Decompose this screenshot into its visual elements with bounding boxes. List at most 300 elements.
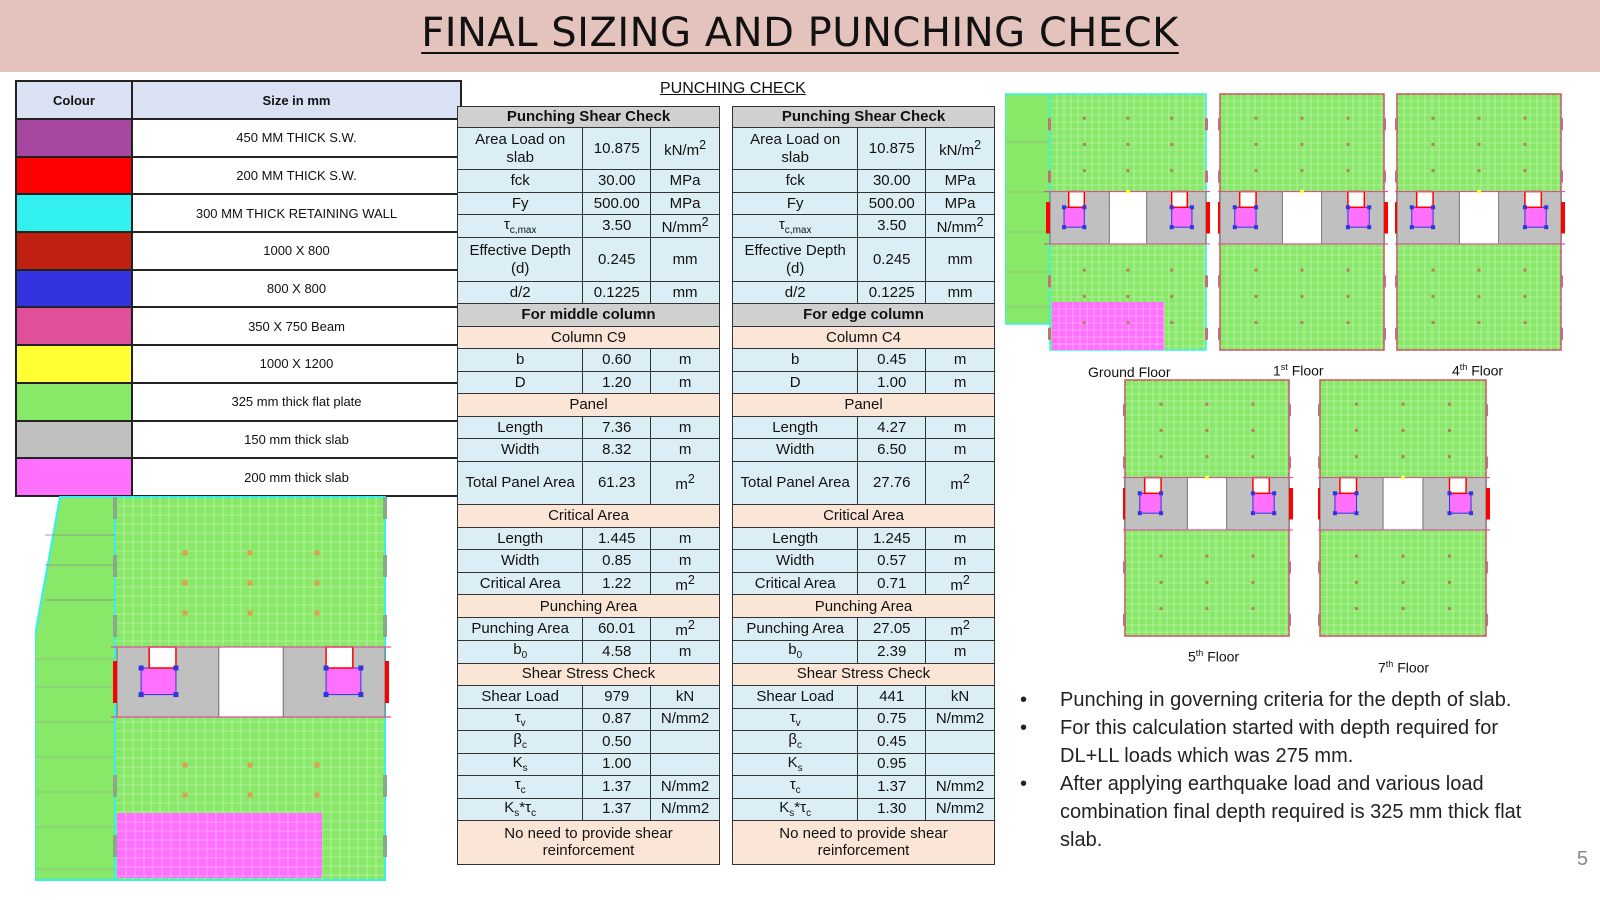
wall-stub <box>383 615 387 637</box>
core-opening <box>1383 478 1423 530</box>
column-dot <box>1448 581 1451 584</box>
row-value: 0.50 <box>583 730 651 753</box>
table-row <box>733 128 995 170</box>
column-dot <box>1448 429 1451 432</box>
table-row <box>458 372 720 394</box>
column-dot <box>1523 169 1526 172</box>
page-title: FINAL SIZING AND PUNCHING CHECK <box>421 10 1179 56</box>
core-pink-slab <box>1412 207 1433 227</box>
column-dot <box>315 551 320 556</box>
column-marker <box>1431 205 1435 209</box>
row-value: 8.32 <box>583 439 651 462</box>
wall-stub <box>113 615 117 637</box>
wall-stub <box>1395 171 1398 183</box>
column-dot <box>1523 143 1526 146</box>
column-dot <box>1301 143 1304 146</box>
column-dot <box>1355 429 1358 432</box>
shear-wall <box>1395 202 1397 233</box>
column-dot <box>183 793 188 798</box>
wall-stub <box>1560 118 1563 130</box>
column-marker <box>1082 225 1086 229</box>
punching-check-title: PUNCHING CHECK <box>660 80 806 97</box>
wall-stub <box>1205 171 1208 183</box>
wall-stub <box>1218 328 1221 340</box>
legend-swatch <box>16 458 132 496</box>
core-opening <box>1282 192 1321 244</box>
column-marker <box>139 692 144 697</box>
fifth-floor-plan-drawing <box>1123 378 1293 640</box>
fourth-floor-plan-drawing <box>1395 92 1565 354</box>
core-pink-slab <box>1525 207 1546 227</box>
wall-stub <box>383 775 387 797</box>
column-dot <box>1251 555 1254 558</box>
conclusion-bullets <box>1020 686 1540 854</box>
row-unit: m <box>926 439 995 462</box>
row-unit: m <box>926 528 995 550</box>
legend-swatch <box>16 270 132 308</box>
column-dot <box>1251 581 1254 584</box>
table-row <box>733 685 995 708</box>
column-dot <box>1170 295 1173 298</box>
row-value: 27.76 <box>858 462 926 505</box>
edge-column-punching-table <box>732 106 995 865</box>
column-marker <box>1251 511 1255 515</box>
column-marker <box>1254 225 1258 229</box>
shear-wall <box>1561 202 1565 233</box>
wall-stub <box>1485 561 1488 573</box>
column-dot <box>1355 403 1358 406</box>
column-marker <box>1138 491 1142 495</box>
row-value: 27.05 <box>858 618 926 640</box>
bullet-item: • Punching in governing criteria for the depth of slab. <box>1020 686 1540 714</box>
pink-slab <box>117 813 322 878</box>
row-unit: MPa <box>651 170 720 193</box>
legend-header-colour: Colour <box>16 81 132 119</box>
column-dot <box>1206 403 1209 406</box>
wall-stub <box>1288 404 1291 416</box>
yellow-column <box>1126 190 1130 194</box>
column-dot <box>1083 295 1086 298</box>
row-value: 1.37 <box>858 775 926 798</box>
conclusion-note: No need to provide shear reinforcement <box>458 820 720 864</box>
column-dot <box>1432 169 1435 172</box>
row-label: $K_s$ <box>733 753 858 775</box>
column-dot <box>1255 117 1258 120</box>
table-row <box>458 193 720 215</box>
column-marker <box>1544 225 1548 229</box>
section-header: Panel <box>733 394 995 417</box>
column-dot <box>1478 117 1481 120</box>
colour-legend-table <box>15 80 462 497</box>
column-marker <box>1523 205 1527 209</box>
column-marker <box>1410 205 1414 209</box>
row-value: 3.50 <box>858 215 926 238</box>
row-unit: $m^2$ <box>926 462 995 505</box>
wall-stub <box>1048 118 1051 130</box>
legend-swatch <box>16 232 132 270</box>
legend-label: 325 mm thick flat plate <box>132 383 461 421</box>
lift-box <box>1240 192 1256 208</box>
table-row <box>733 618 995 640</box>
column-marker <box>324 666 329 671</box>
row-value: 0.45 <box>858 349 926 372</box>
shear-wall <box>1289 488 1293 519</box>
table-row <box>458 417 720 439</box>
large-floor-plan <box>35 495 400 882</box>
column-dot <box>1160 607 1163 610</box>
row-label: Shear Load <box>458 685 583 708</box>
legend-swatch <box>16 383 132 421</box>
row-unit: $kN/m^2$ <box>926 128 995 170</box>
table-row <box>458 282 720 304</box>
row-label: Punching Area <box>733 618 858 640</box>
column-dot <box>1346 295 1349 298</box>
table-row <box>458 685 720 708</box>
shear-wall <box>113 661 117 703</box>
table-row <box>458 215 720 238</box>
row-label: $\tau_c$ <box>733 775 858 798</box>
column-marker <box>173 692 178 697</box>
column-dot <box>1127 117 1130 120</box>
column-dot <box>1255 143 1258 146</box>
row-label: d/2 <box>733 282 858 304</box>
legend-swatch <box>16 119 132 157</box>
column-dot <box>1448 455 1451 458</box>
column-dot <box>1301 169 1304 172</box>
row-unit: mm <box>651 282 720 304</box>
wall-stub <box>1288 561 1291 573</box>
row-unit <box>651 753 720 775</box>
row-value: 61.23 <box>583 462 651 505</box>
row-unit: $kN/m^2$ <box>651 128 720 170</box>
column-marker <box>1469 491 1473 495</box>
row-unit: $m^2$ <box>926 618 995 640</box>
wall-stub <box>113 555 117 577</box>
column-marker <box>1333 511 1337 515</box>
column-marker <box>1346 205 1350 209</box>
legend-row <box>16 307 461 345</box>
row-value: 1.37 <box>583 798 651 820</box>
row-unit: kN <box>926 685 995 708</box>
legend-row <box>16 232 461 270</box>
column-dot <box>1355 581 1358 584</box>
row-value: 1.00 <box>858 372 926 394</box>
table-row <box>458 730 720 753</box>
wall-stub <box>383 555 387 577</box>
table-row <box>733 349 995 372</box>
row-value: 4.27 <box>858 417 926 439</box>
row-label: Total Panel Area <box>458 462 583 505</box>
row-value: 0.71 <box>858 573 926 595</box>
page-number: 5 <box>1576 848 1588 870</box>
legend-header-size: Size in mm <box>132 81 461 119</box>
row-value: 0.95 <box>858 753 926 775</box>
column-dot <box>1523 269 1526 272</box>
row-unit: mm <box>926 282 995 304</box>
wall-stub <box>1383 118 1386 130</box>
section-header: Punching Shear Check <box>733 107 995 128</box>
table-row <box>733 170 995 193</box>
column-marker <box>1469 511 1473 515</box>
core-pink-slab <box>326 668 361 695</box>
column-marker <box>1447 491 1451 495</box>
row-label: D <box>733 372 858 394</box>
table-row <box>733 462 995 505</box>
column-marker <box>1254 205 1258 209</box>
column-marker <box>1272 511 1276 515</box>
column-marker <box>1272 491 1276 495</box>
column-dot <box>1206 607 1209 610</box>
column-dot <box>1523 295 1526 298</box>
yellow-column <box>1205 476 1209 480</box>
wall-stub <box>1395 118 1398 130</box>
row-value: 0.85 <box>583 550 651 573</box>
ground-floor-label: Ground Floor <box>1088 364 1171 380</box>
column-dot <box>1523 117 1526 120</box>
row-label: Area Load on slab <box>458 128 583 170</box>
row-unit: N/mm2 <box>651 775 720 798</box>
row-value: 979 <box>583 685 651 708</box>
lift-box <box>1417 192 1433 208</box>
column-dot <box>1301 321 1304 324</box>
section-header: Punching Area <box>733 595 995 618</box>
column-dot <box>248 581 253 586</box>
column-dot <box>1170 269 1173 272</box>
yellow-column <box>1477 190 1481 194</box>
row-label: $\tau_c$ <box>458 775 583 798</box>
row-unit: N/mm2 <box>926 775 995 798</box>
row-value: 7.36 <box>583 417 651 439</box>
column-marker <box>1159 511 1163 515</box>
row-label: Length <box>733 528 858 550</box>
column-dot <box>1346 143 1349 146</box>
section-header: For edge column <box>733 304 995 327</box>
section-header: Panel <box>458 394 720 417</box>
row-unit <box>926 730 995 753</box>
wall-stub <box>1485 404 1488 416</box>
table-row <box>733 372 995 394</box>
row-label: Effective Depth (d) <box>733 238 858 282</box>
legend-label: 450 MM THICK S.W. <box>132 119 461 157</box>
section-header: For middle column <box>458 304 720 327</box>
core-pink-slab <box>1253 493 1274 513</box>
section-header: Punching Area <box>458 595 720 618</box>
wall-stub <box>1123 404 1126 416</box>
core-pink-slab <box>141 668 176 695</box>
yellow-column <box>1300 190 1304 194</box>
row-label: Total Panel Area <box>733 462 858 505</box>
column-dot <box>1255 295 1258 298</box>
column-dot <box>1355 607 1358 610</box>
section-header: Critical Area <box>458 505 720 528</box>
wall-stub <box>1318 457 1321 469</box>
column-dot <box>1127 295 1130 298</box>
large-floor-plan-drawing <box>35 495 400 882</box>
row-label: Shear Load <box>733 685 858 708</box>
core-pink-slab <box>1348 207 1369 227</box>
row-unit: $m^2$ <box>651 573 720 595</box>
column-dot <box>1402 455 1405 458</box>
wall-stub <box>1123 561 1126 573</box>
column-marker <box>1062 225 1066 229</box>
column-dot <box>1251 455 1254 458</box>
column-dot <box>1083 321 1086 324</box>
row-label: Width <box>458 550 583 573</box>
shear-wall <box>1384 202 1388 233</box>
column-marker <box>1410 225 1414 229</box>
legend-row <box>16 270 461 308</box>
column-marker <box>139 666 144 671</box>
row-value: 0.87 <box>583 708 651 730</box>
column-marker <box>1544 205 1548 209</box>
wall-stub <box>113 835 117 857</box>
column-dot <box>1402 403 1405 406</box>
row-unit: m <box>926 372 995 394</box>
table-row <box>733 439 995 462</box>
lift-box <box>1069 192 1085 208</box>
lift-box <box>1145 478 1161 494</box>
column-marker <box>1333 491 1337 495</box>
legend-row <box>16 458 461 496</box>
row-value: 1.00 <box>583 753 651 775</box>
column-marker <box>1251 491 1255 495</box>
row-unit: m <box>651 439 720 462</box>
row-unit: m <box>651 417 720 439</box>
column-dot <box>1355 455 1358 458</box>
row-value: 500.00 <box>583 193 651 215</box>
core-pink-slab <box>1335 493 1357 513</box>
column-dot <box>315 581 320 586</box>
lift-box <box>1172 192 1188 208</box>
core-opening <box>1109 192 1146 244</box>
legend-header-row <box>16 81 461 119</box>
column-dot <box>248 611 253 616</box>
column-dot <box>1346 169 1349 172</box>
row-unit: N/mm2 <box>651 798 720 820</box>
ground-floor-plan <box>1005 92 1210 354</box>
row-unit <box>926 753 995 775</box>
wall-stub <box>1048 171 1051 183</box>
column-dot <box>1448 607 1451 610</box>
column-dot <box>1251 429 1254 432</box>
row-label: Effective Depth (d) <box>458 238 583 282</box>
legend-swatch <box>16 307 132 345</box>
row-value: 30.00 <box>583 170 651 193</box>
column-dot <box>1206 555 1209 558</box>
wall-stub <box>1560 328 1563 340</box>
column-dot <box>1402 429 1405 432</box>
column-marker <box>1447 511 1451 515</box>
shear-wall <box>1046 202 1050 233</box>
fifth-floor-label: 5th Floor <box>1188 648 1240 665</box>
legend-row <box>16 157 461 195</box>
legend-label: 200 MM THICK S.W. <box>132 157 461 195</box>
row-label: $K_s*\tau_c$ <box>733 798 858 820</box>
legend-row <box>16 345 461 383</box>
column-dot <box>1478 321 1481 324</box>
row-unit: m <box>926 417 995 439</box>
column-dot <box>1402 555 1405 558</box>
column-marker <box>1367 225 1371 229</box>
wall-stub <box>1205 118 1208 130</box>
legend-label: 150 mm thick slab <box>132 421 461 459</box>
table-row <box>458 439 720 462</box>
row-value: 0.1225 <box>858 282 926 304</box>
fifth-floor-plan <box>1123 378 1293 640</box>
column-marker <box>358 666 363 671</box>
shear-wall <box>1486 488 1490 519</box>
column-dot <box>1255 169 1258 172</box>
table-row <box>733 640 995 663</box>
legend-row <box>16 421 461 459</box>
row-unit: $m^2$ <box>926 573 995 595</box>
column-marker <box>324 692 329 697</box>
legend-swatch <box>16 194 132 232</box>
wall-stub <box>1205 328 1208 340</box>
core-opening <box>1459 192 1498 244</box>
row-unit <box>651 730 720 753</box>
table-row <box>733 550 995 573</box>
legend-label: 350 X 750 Beam <box>132 307 461 345</box>
column-dot <box>1402 607 1405 610</box>
row-value: 1.20 <box>583 372 651 394</box>
row-label: $\tau_{c,max}$ <box>733 215 858 238</box>
first-floor-label: 1st Floor <box>1273 362 1324 379</box>
shear-wall <box>1123 488 1125 519</box>
column-dot <box>1478 295 1481 298</box>
row-label: $\beta_c$ <box>458 730 583 753</box>
column-dot <box>248 763 253 768</box>
fourth-floor-label: 4th Floor <box>1452 362 1504 379</box>
column-marker <box>1233 205 1237 209</box>
column-dot <box>1346 117 1349 120</box>
row-label: fck <box>458 170 583 193</box>
row-unit: mm <box>651 238 720 282</box>
wall-stub <box>1485 614 1488 626</box>
column-dot <box>1355 555 1358 558</box>
core-opening <box>1187 478 1226 530</box>
column-dot <box>1448 403 1451 406</box>
column-marker <box>1159 491 1163 495</box>
row-label: $\beta_c$ <box>733 730 858 753</box>
column-dot <box>1127 269 1130 272</box>
row-label: Width <box>458 439 583 462</box>
row-label: Area Load on slab <box>733 128 858 170</box>
table-row <box>733 798 995 820</box>
table-row <box>458 528 720 550</box>
row-value: 441 <box>858 685 926 708</box>
row-label: Width <box>733 550 858 573</box>
row-value: 0.245 <box>583 238 651 282</box>
wall-stub <box>1560 171 1563 183</box>
column-dot <box>1346 321 1349 324</box>
row-value: 500.00 <box>858 193 926 215</box>
fourth-floor-plan <box>1395 92 1565 354</box>
column-marker <box>1170 205 1174 209</box>
lift-box <box>1348 192 1364 208</box>
wall-stub <box>1485 457 1488 469</box>
row-label: Fy <box>458 193 583 215</box>
table-row <box>458 708 720 730</box>
row-unit: m <box>926 640 995 663</box>
shear-wall <box>1206 202 1210 233</box>
row-label: $K_s*\tau_c$ <box>458 798 583 820</box>
column-dot <box>1206 429 1209 432</box>
column-marker <box>1190 225 1194 229</box>
wall-stub <box>1218 118 1221 130</box>
row-unit: $m^2$ <box>651 618 720 640</box>
table-row <box>733 753 995 775</box>
